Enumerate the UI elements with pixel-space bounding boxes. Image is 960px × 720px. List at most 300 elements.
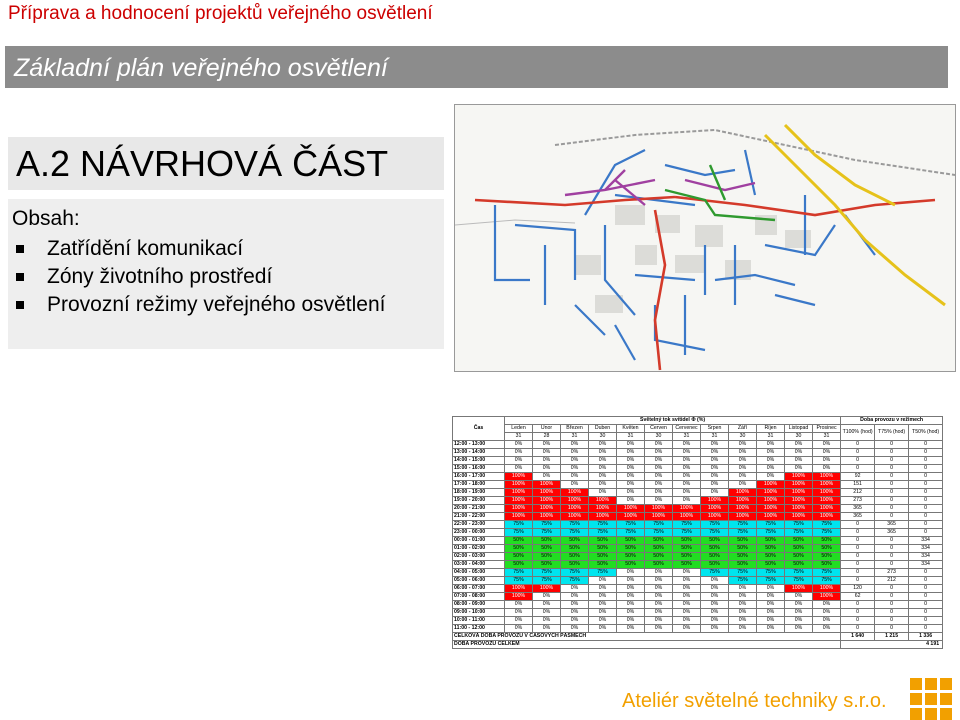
duration-cell: 0 <box>875 505 909 513</box>
flux-cell: 75% <box>505 577 533 585</box>
table-row <box>453 441 943 449</box>
company-name: Ateliér světelné techniky s.r.o. <box>622 690 887 712</box>
flux-cell: 75% <box>757 521 785 529</box>
flux-cell: 0% <box>813 617 841 625</box>
flux-cell: 0% <box>701 441 729 449</box>
duration-cell: 0 <box>909 609 943 617</box>
flux-cell: 100% <box>617 513 645 521</box>
flux-cell: 100% <box>505 473 533 481</box>
duration-header: T75% (hod) <box>875 425 909 441</box>
duration-cell: 0 <box>875 625 909 633</box>
flux-cell: 75% <box>533 577 561 585</box>
flux-cell: 100% <box>729 489 757 497</box>
flux-cell: 0% <box>785 609 813 617</box>
duration-cell: 0 <box>841 609 875 617</box>
content-list <box>16 235 386 319</box>
duration-cell: 0 <box>909 529 943 537</box>
duration-cell: 0 <box>841 569 875 577</box>
flux-cell: 50% <box>813 561 841 569</box>
flux-cell: 50% <box>645 537 673 545</box>
flux-cell: 100% <box>785 473 813 481</box>
flux-cell: 100% <box>589 497 617 505</box>
flux-cell: 50% <box>757 561 785 569</box>
days-cell: 31 <box>673 433 701 441</box>
duration-cell: 334 <box>909 553 943 561</box>
flux-cell: 0% <box>729 481 757 489</box>
flux-cell: 75% <box>785 529 813 537</box>
flux-cell: 0% <box>701 601 729 609</box>
flux-cell: 50% <box>701 553 729 561</box>
duration-group-header: Doba provozu v režimech <box>841 417 943 425</box>
flux-group-header: Světelný tok svítidel Φ (%) <box>505 417 841 425</box>
days-cell: 30 <box>729 433 757 441</box>
flux-cell: 0% <box>617 465 645 473</box>
flux-cell: 50% <box>617 537 645 545</box>
flux-cell: 100% <box>757 481 785 489</box>
flux-cell: 100% <box>533 513 561 521</box>
flux-cell: 100% <box>813 473 841 481</box>
flux-cell: 0% <box>729 601 757 609</box>
flux-cell: 0% <box>617 481 645 489</box>
flux-cell: 100% <box>561 513 589 521</box>
flux-cell: 75% <box>701 521 729 529</box>
flux-cell: 0% <box>561 465 589 473</box>
duration-cell: 0 <box>875 473 909 481</box>
duration-cell: 0 <box>909 625 943 633</box>
flux-cell: 0% <box>617 617 645 625</box>
flux-cell: 0% <box>645 577 673 585</box>
flux-cell: 0% <box>505 625 533 633</box>
flux-cell: 0% <box>673 441 701 449</box>
table-corner: Čas <box>453 417 505 441</box>
flux-cell: 0% <box>589 449 617 457</box>
flux-cell: 0% <box>757 457 785 465</box>
flux-cell: 75% <box>505 569 533 577</box>
flux-cell: 100% <box>617 505 645 513</box>
flux-cell: 75% <box>645 529 673 537</box>
duration-cell: 0 <box>841 553 875 561</box>
flux-cell: 0% <box>729 457 757 465</box>
flux-cell: 0% <box>701 609 729 617</box>
days-cell: 31 <box>561 433 589 441</box>
flux-cell: 50% <box>589 553 617 561</box>
duration-cell: 0 <box>909 585 943 593</box>
flux-cell: 100% <box>533 505 561 513</box>
time-cell: 20:00 - 21:00 <box>453 505 505 513</box>
flux-cell: 75% <box>589 529 617 537</box>
duration-cell: 0 <box>841 577 875 585</box>
table-row <box>453 457 943 465</box>
flux-cell: 0% <box>729 617 757 625</box>
flux-cell: 50% <box>617 545 645 553</box>
flux-cell: 0% <box>757 617 785 625</box>
table-row <box>453 473 943 481</box>
duration-cell: 0 <box>875 489 909 497</box>
days-cell: 30 <box>645 433 673 441</box>
list-item-text: Zatřídění komunikací <box>47 237 244 260</box>
time-cell: 19:00 - 20:00 <box>453 497 505 505</box>
flux-cell: 100% <box>813 497 841 505</box>
bullet-icon <box>16 245 24 253</box>
flux-cell: 0% <box>757 601 785 609</box>
list-item-text: Zóny životního prostředí <box>47 265 273 288</box>
flux-cell: 50% <box>505 545 533 553</box>
table-row <box>453 505 943 513</box>
total-t75: 1 215 <box>875 633 909 641</box>
days-cell: 31 <box>701 433 729 441</box>
flux-cell: 50% <box>757 545 785 553</box>
table-row <box>453 481 943 489</box>
table-row <box>453 489 943 497</box>
flux-cell: 100% <box>729 513 757 521</box>
duration-cell: 273 <box>875 569 909 577</box>
flux-cell: 75% <box>757 577 785 585</box>
duration-cell: 0 <box>909 521 943 529</box>
bullet-icon <box>16 301 24 309</box>
duration-cell: 0 <box>875 497 909 505</box>
flux-cell: 0% <box>561 601 589 609</box>
flux-cell: 50% <box>785 545 813 553</box>
duration-cell: 0 <box>909 441 943 449</box>
flux-cell: 0% <box>813 457 841 465</box>
operating-modes-table-wrap <box>452 416 943 649</box>
flux-cell: 50% <box>589 537 617 545</box>
table-row <box>453 537 943 545</box>
time-cell: 22:00 - 23:00 <box>453 521 505 529</box>
list-item <box>16 235 386 263</box>
month-header: Duben <box>589 425 617 433</box>
content-intro: Obsah: <box>12 207 80 230</box>
flux-cell: 100% <box>505 505 533 513</box>
flux-cell: 0% <box>785 449 813 457</box>
list-item <box>16 291 386 319</box>
flux-cell: 75% <box>701 569 729 577</box>
flux-cell: 100% <box>561 489 589 497</box>
flux-cell: 50% <box>561 545 589 553</box>
flux-cell: 0% <box>617 441 645 449</box>
page-title: Příprava a hodnocení projektů veřejného osvětlení <box>8 3 433 24</box>
month-header: Červenec <box>673 425 701 433</box>
flux-cell: 100% <box>729 497 757 505</box>
time-cell: 13:00 - 14:00 <box>453 449 505 457</box>
flux-cell: 0% <box>645 457 673 465</box>
flux-cell: 0% <box>701 481 729 489</box>
table-row <box>453 585 943 593</box>
days-cell: 30 <box>589 433 617 441</box>
flux-cell: 100% <box>505 497 533 505</box>
flux-cell: 0% <box>701 625 729 633</box>
flux-cell: 75% <box>533 569 561 577</box>
flux-cell: 0% <box>813 609 841 617</box>
days-cell: 30 <box>785 433 813 441</box>
duration-cell: 0 <box>875 601 909 609</box>
flux-cell: 0% <box>561 593 589 601</box>
flux-cell: 0% <box>533 441 561 449</box>
flux-cell: 100% <box>813 593 841 601</box>
duration-cell: 212 <box>875 577 909 585</box>
flux-cell: 75% <box>729 529 757 537</box>
table-row <box>453 497 943 505</box>
time-cell: 08:00 - 09:00 <box>453 601 505 609</box>
flux-cell: 75% <box>617 529 645 537</box>
flux-cell: 50% <box>673 545 701 553</box>
flux-cell: 0% <box>617 577 645 585</box>
flux-cell: 0% <box>617 497 645 505</box>
flux-cell: 0% <box>701 457 729 465</box>
flux-cell: 50% <box>729 545 757 553</box>
flux-cell: 0% <box>617 569 645 577</box>
duration-cell: 0 <box>909 465 943 473</box>
flux-cell: 75% <box>729 521 757 529</box>
total-t50: 1 336 <box>909 633 943 641</box>
flux-cell: 0% <box>645 593 673 601</box>
flux-cell: 75% <box>589 569 617 577</box>
flux-cell: 0% <box>673 489 701 497</box>
flux-cell: 75% <box>757 569 785 577</box>
duration-cell: 0 <box>875 465 909 473</box>
flux-cell: 75% <box>729 569 757 577</box>
flux-cell: 0% <box>645 625 673 633</box>
days-cell: 31 <box>757 433 785 441</box>
time-cell: 12:00 - 13:00 <box>453 441 505 449</box>
duration-cell: 0 <box>841 529 875 537</box>
flux-cell: 100% <box>813 505 841 513</box>
flux-cell: 100% <box>757 489 785 497</box>
flux-cell: 50% <box>561 561 589 569</box>
duration-cell: 0 <box>909 569 943 577</box>
flux-cell: 50% <box>813 553 841 561</box>
total-t100: 1 640 <box>841 633 875 641</box>
flux-cell: 0% <box>729 625 757 633</box>
table-row <box>453 561 943 569</box>
flux-cell: 75% <box>561 569 589 577</box>
days-cell: 31 <box>813 433 841 441</box>
flux-cell: 75% <box>813 529 841 537</box>
duration-cell: 0 <box>909 593 943 601</box>
flux-cell: 0% <box>757 593 785 601</box>
flux-cell: 0% <box>589 457 617 465</box>
flux-cell: 50% <box>505 553 533 561</box>
flux-cell: 0% <box>617 585 645 593</box>
flux-cell: 75% <box>617 521 645 529</box>
flux-cell: 0% <box>673 481 701 489</box>
flux-cell: 0% <box>673 601 701 609</box>
flux-cell: 0% <box>757 585 785 593</box>
total-row <box>453 633 943 641</box>
flux-cell: 100% <box>757 505 785 513</box>
flux-cell: 100% <box>701 497 729 505</box>
flux-cell: 0% <box>729 585 757 593</box>
flux-cell: 0% <box>785 617 813 625</box>
flux-cell: 0% <box>589 441 617 449</box>
flux-cell: 75% <box>729 577 757 585</box>
flux-cell: 100% <box>813 513 841 521</box>
table-body <box>453 441 943 633</box>
flux-cell: 0% <box>561 481 589 489</box>
flux-cell: 0% <box>729 473 757 481</box>
flux-cell: 0% <box>757 609 785 617</box>
flux-cell: 0% <box>673 457 701 465</box>
flux-cell: 75% <box>813 569 841 577</box>
flux-cell: 0% <box>673 577 701 585</box>
flux-cell: 100% <box>505 513 533 521</box>
flux-cell: 100% <box>505 585 533 593</box>
flux-cell: 0% <box>589 465 617 473</box>
flux-cell: 100% <box>505 593 533 601</box>
flux-cell: 0% <box>561 449 589 457</box>
duration-cell: 62 <box>841 593 875 601</box>
flux-cell: 75% <box>785 577 813 585</box>
flux-cell: 0% <box>561 625 589 633</box>
flux-cell: 0% <box>505 441 533 449</box>
time-cell: 07:00 - 08:00 <box>453 593 505 601</box>
flux-cell: 0% <box>785 465 813 473</box>
flux-cell: 0% <box>729 609 757 617</box>
duration-cell: 0 <box>875 545 909 553</box>
flux-cell: 0% <box>673 473 701 481</box>
flux-cell: 100% <box>813 481 841 489</box>
flux-cell: 75% <box>533 529 561 537</box>
subtitle-bar <box>5 46 948 88</box>
grand-total-value: 4 191 <box>841 641 943 649</box>
duration-cell: 0 <box>841 537 875 545</box>
time-cell: 02:00 - 03:00 <box>453 553 505 561</box>
time-cell: 01:00 - 02:00 <box>453 545 505 553</box>
flux-cell: 75% <box>813 521 841 529</box>
flux-cell: 0% <box>533 593 561 601</box>
flux-cell: 50% <box>533 561 561 569</box>
flux-cell: 0% <box>533 449 561 457</box>
duration-cell: 212 <box>841 489 875 497</box>
flux-cell: 0% <box>561 585 589 593</box>
flux-cell: 0% <box>673 625 701 633</box>
map-icon <box>455 105 955 371</box>
flux-cell: 75% <box>589 521 617 529</box>
duration-cell: 0 <box>841 449 875 457</box>
flux-cell: 50% <box>505 561 533 569</box>
month-header: Prosinec <box>813 425 841 433</box>
flux-cell: 100% <box>673 513 701 521</box>
duration-cell: 0 <box>909 505 943 513</box>
flux-cell: 50% <box>589 561 617 569</box>
flux-cell: 0% <box>673 465 701 473</box>
flux-cell: 0% <box>533 465 561 473</box>
table-row <box>453 553 943 561</box>
table-row <box>453 617 943 625</box>
flux-cell: 100% <box>785 505 813 513</box>
duration-cell: 0 <box>909 473 943 481</box>
flux-cell: 50% <box>785 553 813 561</box>
flux-cell: 0% <box>701 577 729 585</box>
flux-cell: 0% <box>729 441 757 449</box>
table-row <box>453 529 943 537</box>
flux-cell: 0% <box>617 609 645 617</box>
flux-cell: 0% <box>617 601 645 609</box>
time-cell: 16:00 - 17:00 <box>453 473 505 481</box>
month-header: Listopad <box>785 425 813 433</box>
flux-cell: 0% <box>533 473 561 481</box>
flux-cell: 0% <box>505 457 533 465</box>
time-cell: 06:00 - 07:00 <box>453 585 505 593</box>
flux-cell: 100% <box>813 489 841 497</box>
flux-cell: 50% <box>533 545 561 553</box>
month-header: Říjen <box>757 425 785 433</box>
flux-cell: 0% <box>645 465 673 473</box>
days-cell: 28 <box>533 433 561 441</box>
table-row <box>453 601 943 609</box>
month-header: Květen <box>617 425 645 433</box>
duration-header: T50% (hod) <box>909 425 943 441</box>
flux-cell: 100% <box>785 489 813 497</box>
grand-total-row <box>453 641 943 649</box>
flux-cell: 75% <box>561 577 589 585</box>
time-cell: 18:00 - 19:00 <box>453 489 505 497</box>
duration-cell: 365 <box>841 505 875 513</box>
duration-cell: 0 <box>841 625 875 633</box>
flux-cell: 50% <box>757 537 785 545</box>
flux-cell: 0% <box>701 473 729 481</box>
table-row <box>453 577 943 585</box>
flux-cell: 75% <box>813 577 841 585</box>
flux-cell: 0% <box>533 617 561 625</box>
flux-cell: 100% <box>757 497 785 505</box>
flux-cell: 0% <box>617 449 645 457</box>
flux-cell: 75% <box>505 521 533 529</box>
flux-cell: 0% <box>505 449 533 457</box>
duration-cell: 365 <box>875 521 909 529</box>
time-cell: 11:00 - 12:00 <box>453 625 505 633</box>
flux-cell: 0% <box>813 441 841 449</box>
table-row <box>453 593 943 601</box>
flux-cell: 75% <box>673 521 701 529</box>
days-cell: 31 <box>505 433 533 441</box>
flux-cell: 0% <box>617 489 645 497</box>
flux-cell: 0% <box>645 481 673 489</box>
flux-cell: 50% <box>617 561 645 569</box>
flux-cell: 100% <box>729 505 757 513</box>
flux-cell: 75% <box>785 521 813 529</box>
table-row <box>453 569 943 577</box>
flux-cell: 0% <box>673 449 701 457</box>
flux-cell: 0% <box>701 489 729 497</box>
duration-cell: 0 <box>875 481 909 489</box>
flux-cell: 50% <box>533 537 561 545</box>
flux-cell: 0% <box>505 601 533 609</box>
flux-cell: 100% <box>589 513 617 521</box>
flux-cell: 75% <box>645 521 673 529</box>
flux-cell: 0% <box>729 449 757 457</box>
flux-cell: 0% <box>673 609 701 617</box>
month-header: Březen <box>561 425 589 433</box>
time-cell: 23:00 - 00:00 <box>453 529 505 537</box>
flux-cell: 100% <box>533 585 561 593</box>
flux-cell: 50% <box>785 537 813 545</box>
flux-cell: 50% <box>729 561 757 569</box>
flux-cell: 50% <box>645 561 673 569</box>
duration-cell: 0 <box>875 609 909 617</box>
flux-cell: 0% <box>589 481 617 489</box>
flux-cell: 100% <box>813 585 841 593</box>
table-row <box>453 545 943 553</box>
flux-cell: 75% <box>561 529 589 537</box>
time-cell: 05:00 - 06:00 <box>453 577 505 585</box>
flux-cell: 50% <box>701 545 729 553</box>
duration-cell: 334 <box>909 545 943 553</box>
duration-cell: 0 <box>875 593 909 601</box>
duration-cell: 334 <box>909 561 943 569</box>
flux-cell: 0% <box>533 609 561 617</box>
flux-cell: 100% <box>589 505 617 513</box>
